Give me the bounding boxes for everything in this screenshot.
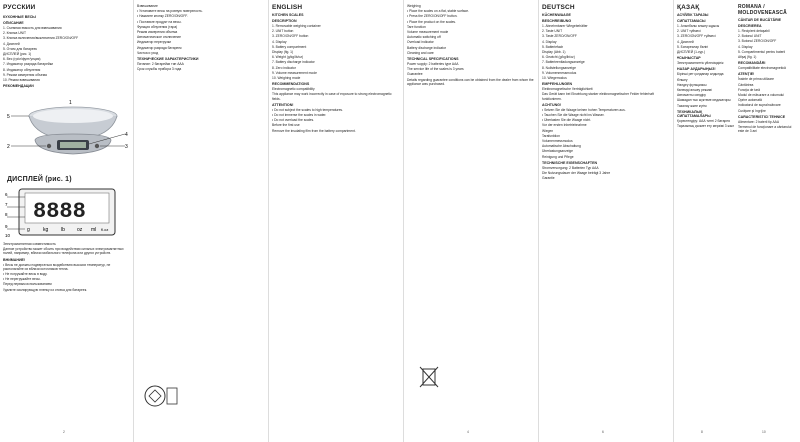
paragraph: Überlastungsanzeige <box>542 149 573 154</box>
paragraph: Бірінші рет қолданар алдында <box>677 72 724 77</box>
paragraph: Режим измерения объема <box>137 30 178 35</box>
paragraph: Функция обнуления (тара) <box>137 24 178 29</box>
callout-3: 3 <box>125 144 128 150</box>
paragraph: Înainte de prima utilizare <box>738 77 774 82</box>
paragraph: • Place the scales on a flat, stable surface. <box>407 9 469 14</box>
paragraph: Volume measurement mode <box>407 30 449 35</box>
section-title: ҚАЗАҚ <box>677 4 700 11</box>
paragraph: 4. Display <box>272 39 287 44</box>
display-unit-lb: lb <box>61 227 65 233</box>
paragraph: Funcţia de tară <box>738 87 760 92</box>
paragraph: 7. Batterieentladungsanzeige <box>542 60 585 65</box>
page-number: 10 <box>762 430 766 434</box>
paragraph: Tare function <box>407 24 426 29</box>
callout-9: 9 <box>5 224 8 229</box>
section-heading: КУХОННЫЕ ВЕСЫ <box>3 15 36 19</box>
callout-6: 6 <box>5 192 8 197</box>
paragraph: 5. Compartimentul pentru baterii <box>738 49 786 54</box>
paragraph: Чистка и уход <box>137 50 159 55</box>
paragraph: Curăţare şi îngrijire <box>738 108 766 113</box>
paragraph: Stromversorgung: 2 Batterien Typ AAA <box>542 165 599 170</box>
paragraph: Tarafunktion <box>542 133 560 138</box>
paragraph: 8. Zero indicator <box>272 65 296 70</box>
section-heading: KÜCHENWAAGE <box>542 13 571 17</box>
german-section <box>542 4 669 434</box>
section-heading: ОПИСАНИЕ <box>3 21 24 25</box>
paragraph: 4. Display <box>738 44 753 49</box>
paragraph: 1. Abnehmbarer Wiegebehälter <box>542 24 588 28</box>
page-number: 4 <box>467 430 469 434</box>
column-divider <box>403 0 404 442</box>
english-section-continued <box>407 4 534 434</box>
paragraph: 3. Кнопка включения/выключения ZERO/ON/OFF <box>3 36 79 41</box>
paragraph: Индикатор разряда батареек <box>137 45 182 50</box>
paragraph: Перед первым использованием <box>3 282 52 287</box>
paragraph: Alimentare: 2 baterii tip AAA <box>738 119 780 124</box>
paragraph: 7. Индикатор разряда батарейки <box>3 62 54 67</box>
section-heading: СИПАТТАМАСЫ <box>677 19 706 23</box>
section-heading: CARACTERISTICI TEHNICE <box>738 114 786 119</box>
section-body <box>677 13 735 128</box>
display-mode-ml: ml <box>91 227 97 233</box>
paragraph: Display (fig. 1) <box>272 50 294 55</box>
section-heading: KITCHEN SCALES <box>272 13 304 17</box>
paragraph: 2. UNIT түймесі <box>677 29 701 34</box>
paragraph: Электромагнитная совместимость <box>3 242 56 246</box>
paragraph: Afişaj (fig. 1) <box>738 55 757 60</box>
display-mode-floz: fl.oz <box>101 227 109 232</box>
paragraph: Взвешивание <box>137 4 158 8</box>
paragraph: • Do not subject the scales to high temperatures. <box>272 107 343 112</box>
column-divider <box>538 0 539 442</box>
paragraph: Battery discharge indicator <box>407 45 447 50</box>
column-divider <box>268 0 269 442</box>
paragraph: Электромагниттік үйлесімділік <box>677 61 724 66</box>
paragraph: 10. Режим взвешивания <box>3 78 40 83</box>
paragraph: Compatibilitate electromagnetică <box>738 66 786 71</box>
section-body <box>137 4 264 71</box>
paragraph: Guarantee <box>407 72 423 77</box>
callout-7: 7 <box>5 202 8 207</box>
paragraph: 3. ZERO/ON/OFF түймесі <box>677 34 716 39</box>
section-heading: RECOMANDĂRI <box>738 61 766 66</box>
display-unit-oz: oz <box>77 227 83 233</box>
page-number: 2 <box>63 430 65 434</box>
paragraph: 9. Volume measurement mode <box>272 70 317 75</box>
paragraph: • Press the ZERO/ON/OFF button. <box>407 14 458 19</box>
paragraph: Өлшеу <box>677 77 688 82</box>
display-digits: 8888 <box>33 199 86 224</box>
section-title: РУССКИЙ <box>3 4 36 11</box>
paragraph: • Do not immerse the scales in water. <box>272 113 327 118</box>
paragraph: Нөлдеу функциясы <box>677 82 707 87</box>
paragraph: 2. Butonul UNIT <box>738 34 762 39</box>
paragraph: Cleaning and care <box>407 50 434 55</box>
paragraph: Modul de măsurare a volumului <box>738 93 784 98</box>
section-heading: TECHNISCHE EIGENSCHAFTEN <box>542 160 598 165</box>
paragraph: Termenul de funcţionare a cântarului este de 3 ani <box>738 125 792 134</box>
paragraph: Garantie <box>542 176 555 181</box>
paragraph: The service life of the scales is 3 years <box>407 67 464 72</box>
paragraph: ДИСПЛЕЙ (1-сур.) <box>677 50 706 55</box>
paragraph: Weighing <box>407 4 421 8</box>
paragraph: This appliance may work incorrectly in case of exposure to strong electromagnetic fields. <box>272 92 392 101</box>
paragraph: 1. Алынбалы өлшеу ыдысы <box>677 24 720 28</box>
paragraph: Volumenmessmodus <box>542 139 573 144</box>
paragraph: 10. Weighing mode <box>272 76 301 81</box>
paragraph: 5. Batteriefach <box>542 44 564 49</box>
section-heading: BESCHREIBUNG <box>542 19 572 23</box>
paragraph: Overload indicator <box>407 40 434 45</box>
section-body <box>738 18 798 133</box>
callout-4: 4 <box>125 132 128 138</box>
section-heading: CÂNTAR DE BUCĂTĂRIE <box>738 18 782 22</box>
section-title: ROMÂNĂ / MOLDOVENEASCĂ <box>738 4 787 16</box>
display-illustration <box>5 187 129 239</box>
paragraph: Шамадан тыс жүктеме индикаторы <box>677 98 731 103</box>
paragraph: 6. Gewicht (g/kg/lb/oz) <box>542 55 575 60</box>
paragraph: Vor der ersten Inbetriebnahme <box>542 123 587 128</box>
callout-1: 1 <box>69 100 72 106</box>
paragraph: Данное устройство может сбоить при воздействии сильных электромагнитных полей, например, вблизи мобильного телефона или других устройств. <box>3 247 124 256</box>
paragraph: • Весы не должны подвергаться воздействию высоких температур, не располагайте их вблизи источников тепла. <box>3 262 111 271</box>
paragraph: Wiegen <box>542 128 554 133</box>
scale-illustration <box>5 94 130 164</box>
callout-2: 2 <box>7 144 10 150</box>
section-heading: НАЗАР АУДАРЫҢЫЗ! <box>677 67 716 72</box>
paragraph: 3. ZERO/ON/OFF button <box>272 34 309 39</box>
section-body-continued <box>3 242 130 427</box>
kazakh-section <box>677 4 735 434</box>
paragraph: 5. Отсек для батареек <box>3 46 37 51</box>
paragraph: 2. Кнопка UNIT <box>3 31 26 36</box>
paragraph: Elektromagnetische Verträglichkeit <box>542 87 593 92</box>
paragraph: 4. Дисплей <box>677 39 694 44</box>
section-body <box>3 13 130 99</box>
paragraph: Удалите изолирующую пленку из отсека для батареек. <box>3 287 88 292</box>
paragraph: Cântărirea <box>738 82 754 87</box>
paragraph: Before the first use <box>272 123 300 128</box>
section-heading: ACHTUNG! <box>542 102 562 107</box>
paragraph: Индикатор перегрузки <box>137 40 172 45</box>
paragraph: Автоматическое отключение <box>137 35 181 40</box>
russian-section-continued <box>137 4 264 434</box>
section-heading: АСҮЙЛІК ТАРАЗЫ <box>677 13 709 17</box>
paragraph: Таразының қызмет ету мерзімі 3 жыл <box>677 124 735 129</box>
paragraph: Автоматты сөндіру <box>677 93 706 98</box>
certification-mark-icon <box>143 384 179 408</box>
paragraph: Тазалау және күтім <box>677 103 707 108</box>
romanian-section <box>738 4 798 434</box>
section-heading: ТЕХНИЧЕСКИЕ ХАРАКТЕРИСТИКИ <box>137 57 199 62</box>
paragraph: 8. Индикатор обнуления <box>3 67 41 72</box>
paragraph: Power supply: 2 batteries type AAA <box>407 62 459 67</box>
paragraph: 2. Taste UNIT <box>542 29 563 34</box>
page-number: 6 <box>602 430 604 434</box>
callout-5: 5 <box>7 114 10 120</box>
paragraph: Питание: 2 батарейки тип ААА <box>137 62 184 67</box>
paragraph: 1. Съемная емкость для взвешивания <box>3 26 62 30</box>
paragraph: Қоректендіру: ААА типті 2 батарея <box>677 118 730 123</box>
paragraph: • Установите весы на ровную поверхность. <box>137 9 203 14</box>
paragraph: Display (Abb. 1) <box>542 50 566 55</box>
paragraph: Көлемді өлшеу режимі <box>677 88 712 93</box>
section-heading: RECOMMENDATIONS <box>272 82 310 87</box>
paragraph: • Поставьте продукт на весы. <box>137 19 182 24</box>
paragraph: • Tauchen Sie die Waage nicht ins Wasser. <box>542 113 605 118</box>
paragraph: Electromagnetic compatibility <box>272 87 315 92</box>
section-title: DEUTSCH <box>542 4 575 11</box>
section-body <box>272 13 399 133</box>
paragraph: 5. Батареялар бөлігі <box>677 44 709 49</box>
paragraph: 4. Display <box>542 39 557 44</box>
paragraph: • Do not overload the scales. <box>272 118 315 123</box>
paragraph: Automatische Abschaltung <box>542 144 581 149</box>
paragraph: Срок службы прибора 3 года <box>137 67 182 72</box>
paragraph: 7. Battery discharge indicator <box>272 60 315 65</box>
paragraph: 6. Вес (гр/кг/фунт/унция) <box>3 57 41 62</box>
paragraph: Reinigung und Pflege <box>542 154 574 159</box>
section-heading: DESCRIEREA <box>738 24 762 28</box>
display-unit-g: g <box>27 227 30 233</box>
paragraph: 1. Recipient detaşabil <box>738 29 770 33</box>
column-divider <box>673 0 674 442</box>
paragraph: • Не погружайте весы в воду. <box>3 272 48 277</box>
paragraph: 9. Режим измерения объема <box>3 72 47 77</box>
paragraph: • Нажмите кнопку ZERO/ON/OFF. <box>137 14 188 19</box>
column-divider <box>133 0 134 442</box>
section-heading: ATENŢIE! <box>738 72 755 77</box>
section-body <box>542 13 669 180</box>
russian-section <box>3 4 130 434</box>
section-heading: РЕКОМЕНДАЦИИ <box>3 84 34 89</box>
section-heading: ВНИМАНИЕ! <box>3 257 26 262</box>
paragraph: • Setzen Sie die Waage keinen hohen Temperaturen aus. <box>542 107 626 112</box>
paragraph: Das Gerät kann bei Einwirkung starker elektromagnetischer Felder fehlerhaft funktionieren. <box>542 92 654 101</box>
callout-8: 8 <box>5 212 8 217</box>
paragraph: 10. Wiegemodus <box>542 76 567 81</box>
recycle-bin-icon <box>417 364 441 388</box>
paragraph: • Überlasten Sie die Waage nicht. <box>542 118 592 123</box>
display-unit-kg: kg <box>43 227 49 233</box>
paragraph: Oprire automată <box>738 98 762 103</box>
paragraph: Die Nutzungsdauer der Waage beträgt 3 Jahre <box>542 171 611 176</box>
paragraph: Remove the insulating film from the battery compartment. <box>272 128 356 133</box>
english-section <box>272 4 399 434</box>
paragraph: 3. Taste ZERO/ON/OFF <box>542 34 577 39</box>
paragraph: Indicatorul de supraîncărcare <box>738 103 781 108</box>
section-body <box>407 4 534 86</box>
section-heading: TECHNICAL SPECIFICATIONS <box>407 57 459 62</box>
paragraph: • Place the product on the scales. <box>407 19 456 24</box>
display-label: ДИСПЛЕЙ (рис. 1) <box>7 176 72 183</box>
paragraph: 1. Removable weighing container <box>272 24 321 28</box>
section-heading: ҰСЫНЫСТАР <box>677 56 701 61</box>
page-number: 8 <box>701 430 703 434</box>
section-heading: DESCRIPTION <box>272 19 297 23</box>
paragraph: 9. Volumenmessmodus <box>542 70 577 75</box>
paragraph: ДИСПЛЕЙ (рис. 1) <box>3 52 32 57</box>
paragraph: 5. Battery compartment <box>272 44 307 49</box>
section-title: ENGLISH <box>272 4 303 11</box>
paragraph: 3. Butonul ZERO/ON/OFF <box>738 39 777 44</box>
paragraph: 6. Weight (g/kg/lb/oz) <box>272 55 304 60</box>
paragraph: Details regarding guarantee conditions can be obtained from the dealer from whom the appliance was purchased. <box>407 77 534 86</box>
callout-10: 10 <box>5 233 11 238</box>
paragraph: 4. Дисплей <box>3 41 20 46</box>
paragraph: • Не перегружайте весы. <box>3 277 41 282</box>
paragraph: 2. UNIT button <box>272 29 294 34</box>
section-heading: ТЕХНИКАЛЫҚ СИПАТТАМАЛАРЫ <box>677 109 711 118</box>
section-heading: EMPFEHLUNGEN <box>542 82 573 87</box>
paragraph: Automatic switching off <box>407 35 441 40</box>
section-heading: ATTENTION! <box>272 102 294 107</box>
paragraph: 8. Nullstellungsanzeige <box>542 65 576 70</box>
